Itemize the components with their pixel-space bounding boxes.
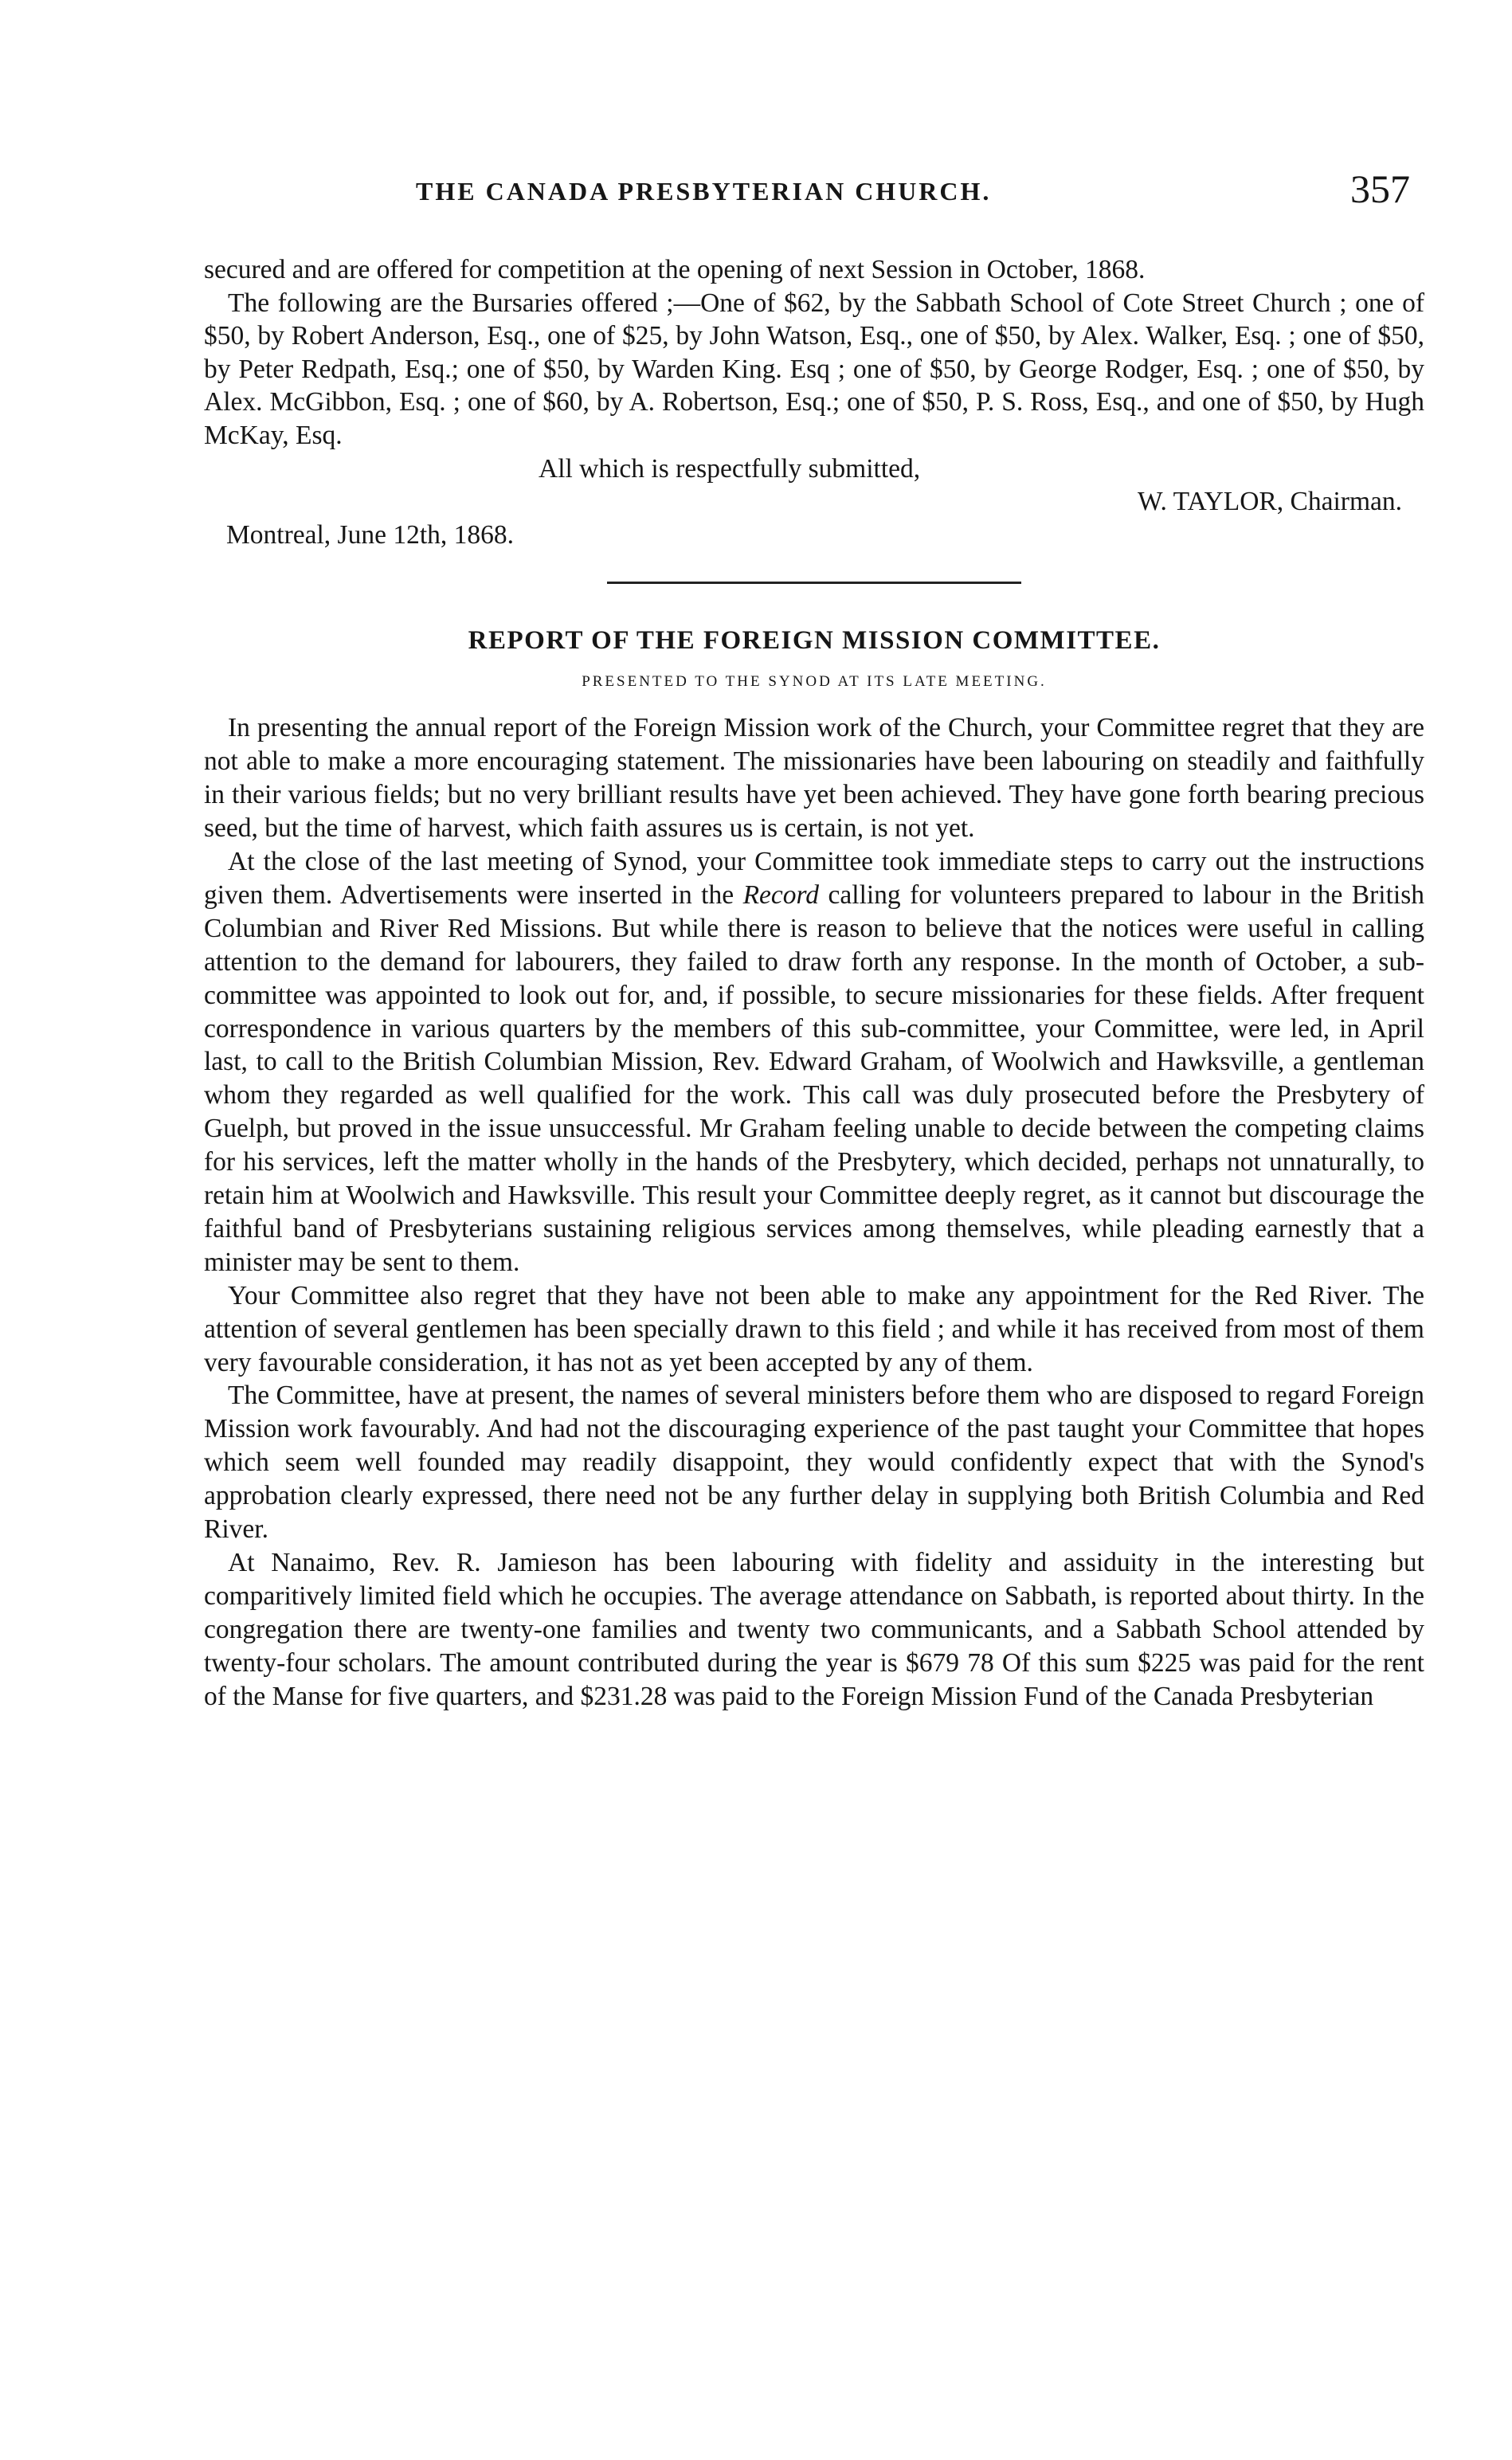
page-number: 357 [1350,166,1410,211]
report-paragraph [204,845,1424,1279]
report-paragraph: At Nanaimo, Rev. R. Jamieson has been labouring with fidelity and assiduity in the interesting but comparitively limited field which he occupies. The average attendance on Sabbath, is reported about thirty. In the congregation there are twenty-one families and twenty two communicants, and a Sabbath School attended by twenty-four scholars. The amount contributed during the year is $679 78 Of this sum $225 was paid for the rent of the Manse for five quarters, and $231.28 was paid to the Foreign Mission Fund of the Canada Presbyterian [204,1548,1424,1711]
place-date: Montreal, June 12th, 1868. [226,519,515,550]
signature: W. TAYLOR, Chairman. [1137,487,1402,517]
report-subtitle: PRESENTED TO THE SYNOD AT ITS LATE MEETING. [582,673,1047,691]
running-title: THE CANADA PRESBYTERIAN CHURCH. [416,177,992,206]
bursaries-paragraph: The following are the Bursaries offered ;—One of $62, by the Sabbath School of Cote Street Church ; one of $50, by Robert Anderson, Esq., one of $25, by John Watson, Esq., one of $50, by Alex. Walker, Esq. ; one of $50, by Peter Redpath, Esq.; one of $50, by Warden King. Esq ; one of $50, by George Rodger, Esq. ; one of $50, by Alex. McGibbon, Esq. ; one of $60, by A. Robertson, Esq.; one of $50, P. S. Ross, Esq., and one of $50, by Hugh McKay, Esq. [204,288,1424,450]
section-divider [607,582,1021,584]
report-title: REPORT OF THE FOREIGN MISSION COMMITTEE. [468,626,1161,656]
page-body [204,253,1424,1714]
bursaries-report [204,253,1424,551]
report-paragraph: Your Committee also regret that they have not been able to make any appointment for the Red River. The attention of several gentlemen has been specially drawn to this field ; and while it has received from most of them very favourable consideration, it has not as yet been accepted by any of them. [204,1280,1424,1377]
record-periodical-title: Record [742,879,820,910]
bursaries-paragraph: secured and are offered for competition at the opening of next Session in October, 1868. [204,255,1146,284]
paragraph-text: At the close of the last meeting of Synod, your Committee took immediate steps to carry out the instructions given them. Advertisements were inserted in the [204,846,1424,910]
report-paragraph: In presenting the annual report of the Foreign Mission work of the Church, your Committee regret that they are not able to make a more encouraging statement. The missionaries have been labouring on steadily and faithfully in their various fields; but no very brilliant results have yet been achieved. They have gone forth bearing precious seed, but the time of harvest, which faith assures us is certain, is not yet. [204,713,1424,844]
closing-line: All which is respectfully submitted, [539,453,921,484]
paragraph-text: calling for volunteers prepared to labour in the British Columbian and River Red Missions. But while there is reason to believe that the notices were useful in calling attention to the demand for labourers, they failed to draw forth any response. In the month of October, a sub-committee was appointed to look out for, and, if possible, to secure missionaries for these fields. After frequent correspondence in various quarters by the members of this sub-committee, your Committee, were led, in April last, to call to the British Columbian Mission, Rev. Edward Graham, of Woolwich and Hawksville, a gentleman whom they regarded as well qualified for the work. This call was duly prosecuted before the Presbytery of Guelph, but proved in the issue unsuccessful. Mr Graham feeling unable to decide between the competing claims for his services, left the matter wholly in the hands of the Presbytery, which decided, perhaps not unnaturally, to retain him at Woolwich and Hawksville. This result your Committee deeply regret, as it cannot but discourage the faithful band of Presbyterians sustaining religious services among themselves, while pleading earnestly that a minister may be sent to them. [204,879,1424,1277]
report-paragraph: The Committee, have at present, the names of several ministers before them who are disposed to regard Foreign Mission work favourably. And had not the discouraging experience of the past taught your Committee that hopes which seem well founded may readily disappoint, they would confidently expect that with the Synod's approbation clearly expressed, there need not be any further delay in supplying both British Columbia and Red River. [204,1381,1424,1545]
foreign-mission-report [204,624,1424,1713]
page-header [207,166,1410,211]
